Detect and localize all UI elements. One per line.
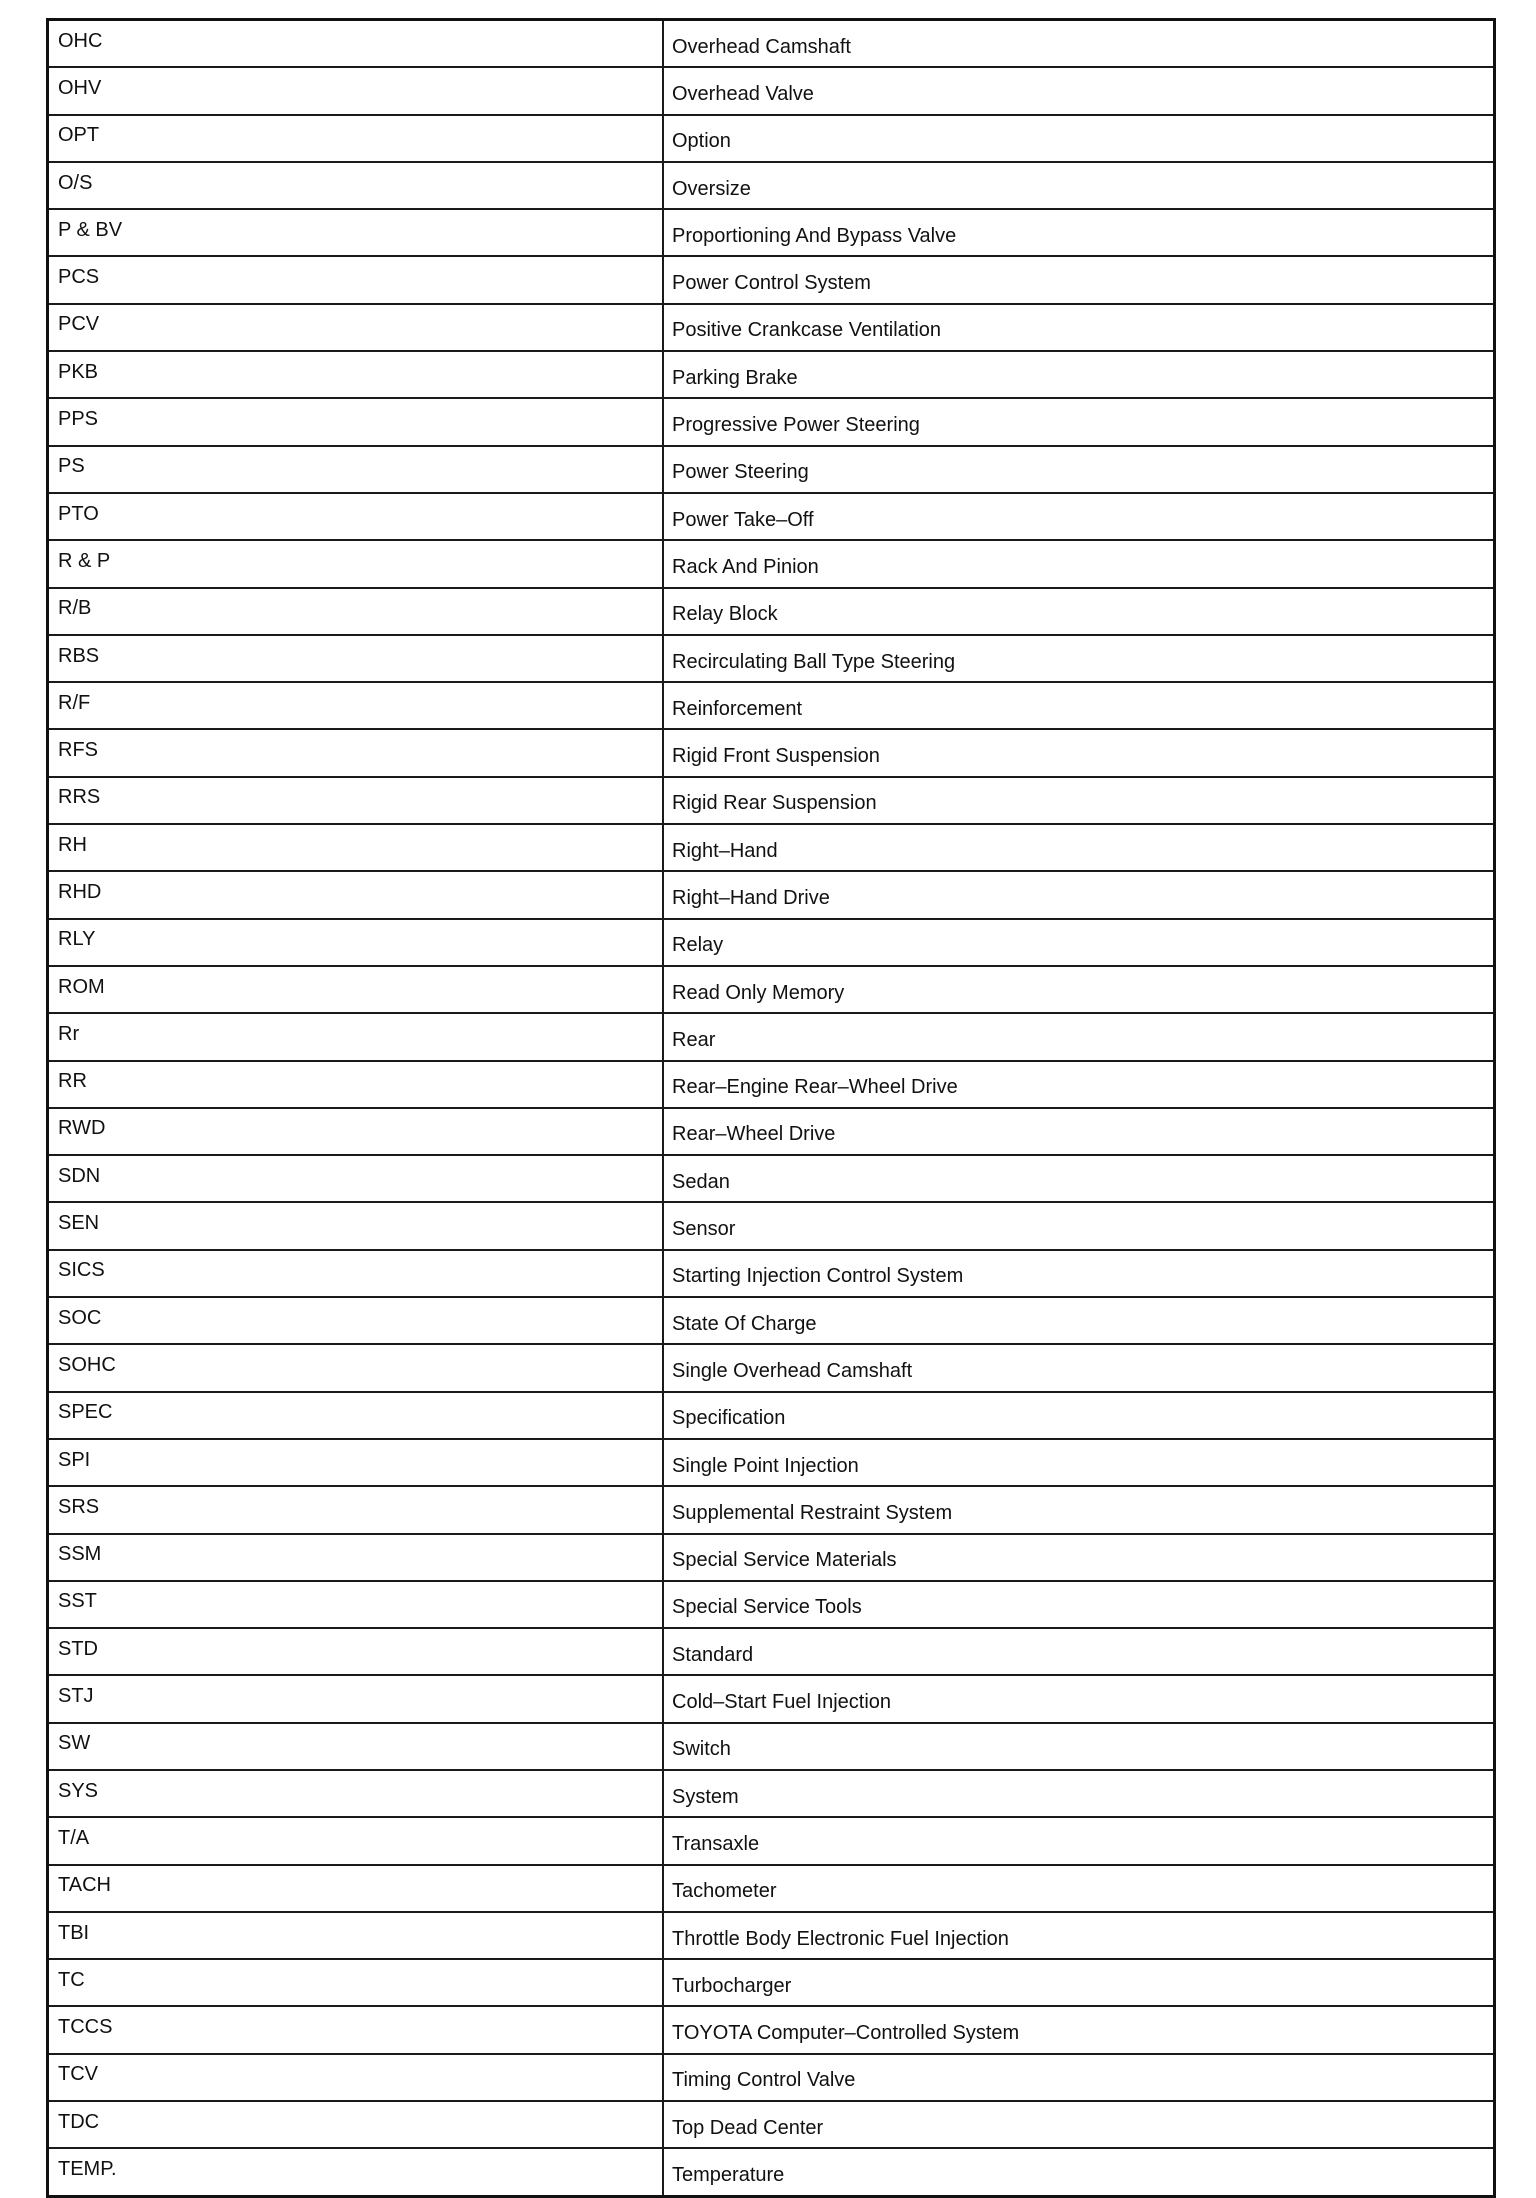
table-row [48,67,1495,114]
meaning-cell: Option [663,115,1495,162]
table-row [48,20,1495,68]
meaning-cell: Standard [663,1628,1495,1675]
abbreviation-cell: OPT [48,115,664,162]
abbreviation-cell: RBS [48,635,664,682]
table-row [48,1202,1495,1249]
meaning-cell: Overhead Camshaft [663,20,1495,68]
table-row [48,1770,1495,1817]
table-row [48,871,1495,918]
meaning-cell: Cold–Start Fuel Injection [663,1675,1495,1722]
table-row [48,351,1495,398]
meaning-cell: Right–Hand Drive [663,871,1495,918]
meaning-cell: Turbocharger [663,1959,1495,2006]
abbreviation-table [46,18,1496,2198]
abbreviation-cell: SRS [48,1486,664,1533]
table-row [48,588,1495,635]
meaning-cell: Switch [663,1723,1495,1770]
table-row [48,1250,1495,1297]
abbreviation-cell: RH [48,824,664,871]
table-row [48,398,1495,445]
meaning-cell: Rear [663,1013,1495,1060]
table-row [48,1108,1495,1155]
meaning-cell: Reinforcement [663,682,1495,729]
meaning-cell: Sensor [663,1202,1495,1249]
table-row [48,540,1495,587]
abbreviation-cell: R/F [48,682,664,729]
abbreviation-cell: SYS [48,1770,664,1817]
table-row [48,966,1495,1013]
abbreviation-cell: SW [48,1723,664,1770]
meaning-cell: Rigid Rear Suspension [663,777,1495,824]
meaning-cell: Oversize [663,162,1495,209]
meaning-cell: Overhead Valve [663,67,1495,114]
table-row [48,1817,1495,1864]
abbreviation-cell: RLY [48,919,664,966]
table-row [48,304,1495,351]
meaning-cell: Relay [663,919,1495,966]
meaning-cell: Parking Brake [663,351,1495,398]
abbreviation-cell: SICS [48,1250,664,1297]
abbreviation-cell: R/B [48,588,664,635]
table-row [48,2006,1495,2053]
table-row [48,209,1495,256]
table-row [48,1297,1495,1344]
abbreviation-cell: TDC [48,2101,664,2148]
table-row [48,729,1495,776]
meaning-cell: Single Overhead Camshaft [663,1344,1495,1391]
meaning-cell: Timing Control Valve [663,2054,1495,2101]
table-row [48,1155,1495,1202]
abbreviation-cell: SPI [48,1439,664,1486]
meaning-cell: TOYOTA Computer–Controlled System [663,2006,1495,2053]
table-row [48,1723,1495,1770]
abbreviation-cell: RFS [48,729,664,776]
meaning-cell: Throttle Body Electronic Fuel Injection [663,1912,1495,1959]
abbreviation-cell: SDN [48,1155,664,1202]
abbreviation-cell: Rr [48,1013,664,1060]
table-row [48,1912,1495,1959]
table-row [48,115,1495,162]
meaning-cell: Right–Hand [663,824,1495,871]
table-row [48,777,1495,824]
abbreviation-cell: SSM [48,1534,664,1581]
table-row [48,1061,1495,1108]
abbreviation-cell: TBI [48,1912,664,1959]
table-row [48,1439,1495,1486]
abbreviation-cell: STJ [48,1675,664,1722]
meaning-cell: Specification [663,1392,1495,1439]
meaning-cell: Positive Crankcase Ventilation [663,304,1495,351]
abbreviation-cell: SST [48,1581,664,1628]
table-row [48,1392,1495,1439]
meaning-cell: Power Control System [663,256,1495,303]
table-row [48,824,1495,871]
abbreviation-cell: RR [48,1061,664,1108]
meaning-cell: Transaxle [663,1817,1495,1864]
abbreviation-cell: RRS [48,777,664,824]
meaning-cell: Read Only Memory [663,966,1495,1013]
meaning-cell: Top Dead Center [663,2101,1495,2148]
abbreviation-cell: OHC [48,20,664,68]
abbreviation-cell: ROM [48,966,664,1013]
table-row [48,1959,1495,2006]
table-row [48,1486,1495,1533]
abbreviation-table-body [48,20,1495,2197]
meaning-cell: Special Service Tools [663,1581,1495,1628]
meaning-cell: Supplemental Restraint System [663,1486,1495,1533]
table-row [48,1865,1495,1912]
abbreviation-cell: T/A [48,1817,664,1864]
table-row [48,919,1495,966]
meaning-cell: Sedan [663,1155,1495,1202]
abbreviation-cell: TACH [48,1865,664,1912]
abbreviation-cell: R & P [48,540,664,587]
table-row [48,1581,1495,1628]
table-row [48,1534,1495,1581]
abbreviation-cell: PTO [48,493,664,540]
table-row [48,2054,1495,2101]
abbreviation-cell: PS [48,446,664,493]
meaning-cell: Starting Injection Control System [663,1250,1495,1297]
meaning-cell: Proportioning And Bypass Valve [663,209,1495,256]
meaning-cell: System [663,1770,1495,1817]
abbreviation-cell: PPS [48,398,664,445]
meaning-cell: Rear–Engine Rear–Wheel Drive [663,1061,1495,1108]
meaning-cell: Special Service Materials [663,1534,1495,1581]
meaning-cell: Recirculating Ball Type Steering [663,635,1495,682]
abbreviation-cell: RHD [48,871,664,918]
table-row [48,256,1495,303]
table-row [48,162,1495,209]
abbreviation-cell: RWD [48,1108,664,1155]
abbreviation-cell: TCCS [48,2006,664,2053]
table-row [48,2101,1495,2148]
meaning-cell: Rigid Front Suspension [663,729,1495,776]
abbreviation-cell: SEN [48,1202,664,1249]
abbreviation-cell: PKB [48,351,664,398]
meaning-cell: Power Steering [663,446,1495,493]
table-row [48,1675,1495,1722]
meaning-cell: Tachometer [663,1865,1495,1912]
abbreviation-cell: O/S [48,162,664,209]
table-row [48,1344,1495,1391]
abbreviation-cell: P & BV [48,209,664,256]
table-row [48,635,1495,682]
meaning-cell: State Of Charge [663,1297,1495,1344]
table-row [48,2148,1495,2196]
abbreviation-cell: SOC [48,1297,664,1344]
abbreviation-cell: STD [48,1628,664,1675]
abbreviation-cell: PCS [48,256,664,303]
meaning-cell: Progressive Power Steering [663,398,1495,445]
table-row [48,446,1495,493]
table-row [48,682,1495,729]
abbreviation-cell: SPEC [48,1392,664,1439]
meaning-cell: Relay Block [663,588,1495,635]
abbreviation-cell: OHV [48,67,664,114]
meaning-cell: Rack And Pinion [663,540,1495,587]
abbreviation-cell: TC [48,1959,664,2006]
meaning-cell: Single Point Injection [663,1439,1495,1486]
abbreviation-cell: TEMP. [48,2148,664,2196]
meaning-cell: Rear–Wheel Drive [663,1108,1495,1155]
table-row [48,1628,1495,1675]
meaning-cell: Temperature [663,2148,1495,2196]
abbreviation-cell: TCV [48,2054,664,2101]
abbreviation-cell: PCV [48,304,664,351]
abbreviation-cell: SOHC [48,1344,664,1391]
table-row [48,1013,1495,1060]
meaning-cell: Power Take–Off [663,493,1495,540]
table-row [48,493,1495,540]
